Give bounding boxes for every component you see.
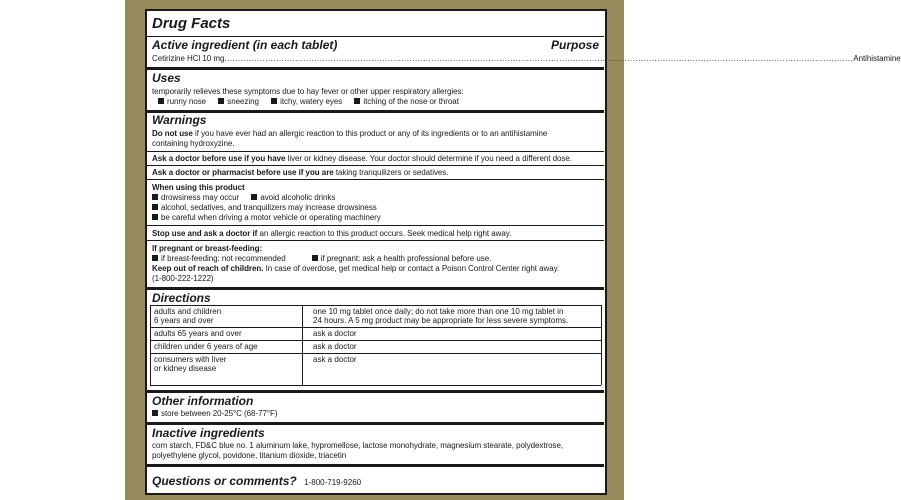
table-border: [150, 340, 601, 341]
pregnant-row: [152, 254, 491, 263]
divider: [147, 110, 604, 113]
ask-doctor-text: Ask a doctor before use if you have liver or kidney disease. Your doctor should determine if you need a different dose.: [152, 154, 572, 163]
active-ingredient-purpose: Antihistamine: [853, 54, 901, 63]
do-not-use-text-cont: containing hydroxyzine.: [152, 139, 235, 148]
table-cell-dose: one 10 mg tablet once daily; do not take more than one 10 mg tablet in: [313, 307, 564, 316]
stop-use-text: Stop use and ask a doctor if an allergic reaction to this product occurs. Seek medical help right away.: [152, 229, 512, 238]
table-cell-dose: 24 hours. A 5 mg product may be appropriate for less severe symptoms.: [313, 316, 569, 325]
list-item: drowsiness may occur: [152, 193, 239, 202]
inactive-ingredients-heading: Inactive ingredients: [152, 426, 265, 440]
divider: [147, 165, 604, 166]
table-border: [150, 305, 151, 385]
uses-list: [158, 97, 469, 106]
table-border: [150, 385, 601, 386]
list-item: itching of the nose or throat: [354, 97, 459, 106]
dot-leader: .......................................................................................................................................................................................................................................: [224, 54, 854, 63]
table-cell-dose: ask a doctor: [313, 355, 357, 364]
list-item: itchy, watery eyes: [271, 97, 342, 106]
table-column-divider: [302, 305, 303, 385]
poison-control-phone: (1-800-222-1222): [152, 274, 214, 283]
list-item: runny nose: [158, 97, 206, 106]
table-cell-dose: ask a doctor: [313, 342, 357, 351]
other-information-heading: Other information: [152, 394, 254, 408]
list-item: if breast-feeding: not recommended: [152, 254, 286, 263]
table-cell-who: 6 years and over: [154, 316, 214, 325]
table-cell-who: or kidney disease: [154, 364, 217, 373]
table-cell-who: consumers with liver: [154, 355, 227, 364]
drug-facts-panel: [145, 9, 901, 495]
when-using-heading: When using this product: [152, 183, 245, 192]
table-border: [150, 305, 601, 306]
divider: [147, 240, 604, 241]
divider: [147, 390, 604, 393]
table-cell-dose: ask a doctor: [313, 329, 357, 338]
table-border: [150, 327, 601, 328]
divider: [147, 36, 604, 37]
list-item: sneezing: [218, 97, 259, 106]
active-ingredient-name: Cetirizine HCl 10 mg: [152, 54, 225, 63]
list-item: avoid alcoholic drinks: [251, 193, 335, 202]
directions-heading: Directions: [152, 291, 211, 305]
active-ingredient-row: [152, 54, 901, 63]
list-item: store between 20-25°C (68-77°F): [152, 409, 277, 418]
questions-heading: Questions or comments?: [152, 474, 297, 488]
divider: [147, 225, 604, 226]
uses-heading: Uses: [152, 71, 181, 85]
divider: [147, 422, 604, 425]
divider: [147, 151, 604, 152]
list-item: be careful when driving a motor vehicle or operating machinery: [152, 213, 381, 222]
purpose-heading: Purpose: [550, 38, 599, 52]
active-ingredient-heading: Active ingredient (in each tablet): [152, 38, 338, 52]
list-item: alcohol, sedatives, and tranquilizers may increase drowsiness: [152, 203, 377, 212]
pregnant-heading: If pregnant or breast-feeding:: [152, 244, 263, 253]
keep-out-text: Keep out of reach of children. In case of overdose, get medical help or contact a Poison Control Center right away.: [152, 264, 560, 273]
inactive-ingredients-text: corn starch, FD&C blue no. 1 aluminum lake, hypromellose, lactose monohydrate, magnesium stearate, polydextrose,: [152, 441, 564, 450]
table-cell-who: adults and children: [154, 307, 222, 316]
divider: [147, 464, 604, 467]
ask-pharmacist-text: Ask a doctor or pharmacist before use if you are taking tranquilizers or sedatives.: [152, 168, 449, 177]
questions-phone: 1-800-719-9260: [304, 478, 362, 487]
table-border: [150, 353, 601, 354]
table-cell-who: adults 65 years and over: [154, 329, 242, 338]
list-item: if pregnant: ask a health professional before use.: [312, 254, 492, 263]
divider: [147, 287, 604, 290]
when-using-row: [152, 193, 335, 202]
page-title: Drug Facts: [152, 15, 231, 32]
uses-intro: temporarily relieves these symptoms due to hay fever or other upper respiratory allergies:: [152, 87, 464, 96]
table-cell-who: children under 6 years of age: [154, 342, 258, 351]
do-not-use-text: Do not use if you have ever had an allergic reaction to this product or any of its ingredients or to an antihistamine: [152, 129, 548, 138]
questions-row: [152, 472, 361, 490]
inactive-ingredients-text-cont: polyethylene glycol, povidone, titanium dioxide, triacetin: [152, 451, 347, 460]
divider: [147, 67, 604, 70]
divider: [147, 179, 604, 180]
warnings-heading: Warnings: [152, 113, 207, 127]
table-border: [601, 305, 602, 385]
